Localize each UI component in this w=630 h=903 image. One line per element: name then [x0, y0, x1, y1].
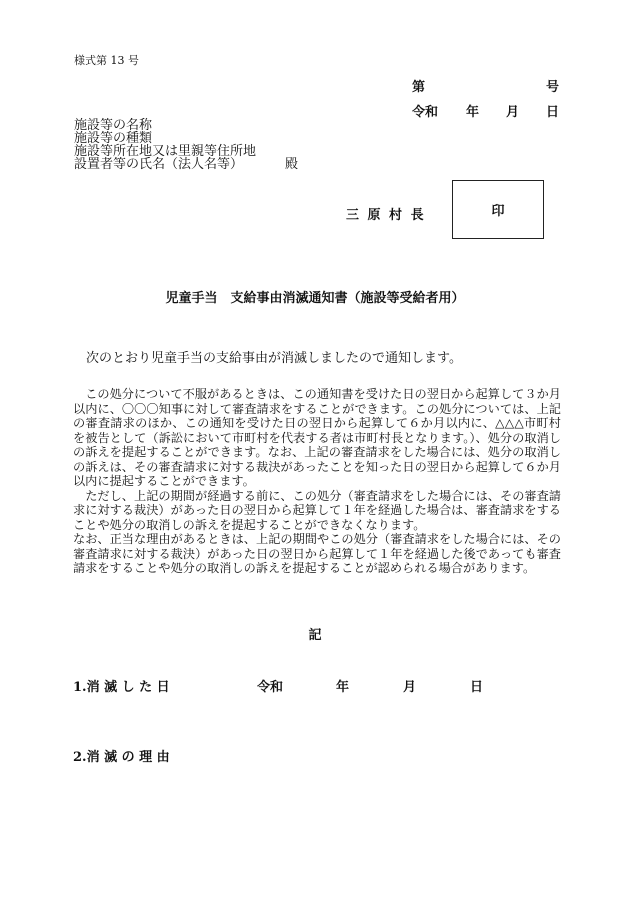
date-month: 月: [506, 105, 520, 120]
founder-name-label: 設置者等の氏名（法人名等）: [74, 157, 244, 172]
appeal-notice: [73, 387, 561, 576]
item1-year: 年: [336, 680, 350, 695]
item1-label: 1.消 滅 し た 日: [73, 680, 170, 695]
facility-address-label: 施設等所在地又は里親等住所地: [74, 144, 257, 159]
appeal-paragraph-3: なお、正当な理由があるときは、上記の期間やこの処分（審査請求をした場合には、その審査請求に対する裁決）があった日の翌日から起算して１年を経過した後であっても審査請求をすることや処分の取消しの訴えを提起することが認められる場合があります。: [73, 532, 561, 575]
intro-text: 次のとおり児童手当の支給事由が消滅しましたので通知します。: [86, 351, 462, 366]
number-prefix: 第: [412, 80, 426, 95]
form-number: 様式第 13 号: [74, 54, 139, 67]
appeal-paragraph-2: ただし、上記の期間が経過する前に、この処分（審査請求をした場合には、その審査請求に対する裁決）があった日の翌日から起算して１年を経過した場合は、審査請求をすることや処分の取消しの訴えを提起することができなくなります。: [73, 488, 561, 532]
item1-day: 日: [470, 680, 484, 695]
honorific: 殿: [285, 157, 299, 172]
appeal-paragraph-1: この処分について不服があるときは、この通知書を受けた日の翌日から起算して３か月以内に、〇〇〇知事に対して審査請求をすることができます。この処分については、上記の審査請求のほか、この通知を受けた日の翌日から起算して６か月以内に、△△△市町村を被告として（訴訟において市町村を代表する者は市町村長となります。）、処分の取消しの訴えを提起することができます。なお、上記の審査請求をした場合には、処分の取消しの訴えは、その審査請求に対する裁決があったことを知った日の翌日から起算して６か月以内に提起することができます。: [73, 387, 561, 488]
ki-heading: 記: [308, 628, 322, 643]
seal-box: [452, 180, 544, 239]
date-day: 日: [546, 105, 560, 120]
seal-label: 印: [491, 204, 505, 219]
date-year: 年: [466, 105, 480, 120]
facility-type-label: 施設等の種類: [74, 131, 153, 146]
date-era: 令和: [412, 105, 439, 120]
item1-month: 月: [403, 680, 417, 695]
item2-label: 2.消 滅 の 理 由: [73, 750, 170, 765]
item1-era: 令和: [257, 680, 284, 695]
number-suffix: 号: [546, 80, 560, 95]
document-title: 児童手当 支給事由消滅通知書（施設等受給者用）: [165, 291, 465, 306]
facility-name-label: 施設等の名称: [74, 118, 153, 133]
issuer-title: 三 原 村 長: [346, 208, 426, 223]
